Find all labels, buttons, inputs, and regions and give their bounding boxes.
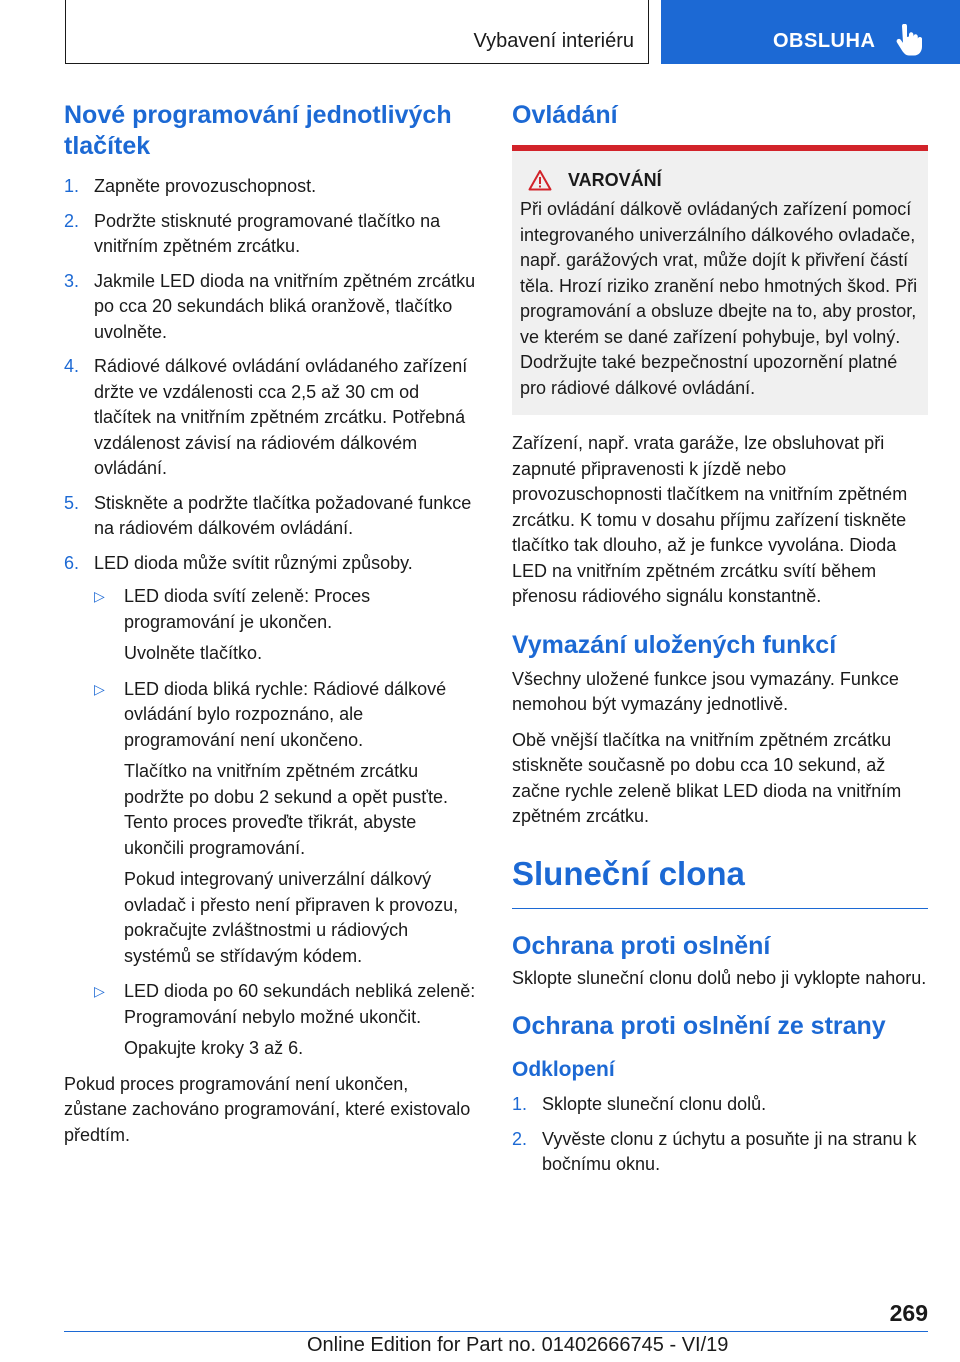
delete-paragraph-2: Obě vnější tlačítka na vnitřním zpětném zrcátku stiskněte současně po dobu cca 10 sekund, až začne rychle zeleně blikat LED dioda na vnitřním zpětném zrcátku. (512, 729, 902, 826)
header-chapter-tab (661, 0, 960, 64)
left-column (64, 100, 476, 1158)
footer-divider (64, 1331, 928, 1332)
triangle-bullet-icon: ▷ (94, 588, 105, 604)
step-number: 1. (64, 176, 80, 196)
sun-visor-steps (512, 1092, 928, 1178)
step-text: Podržte stisknuté programované tlačítko na vnitřním zpětném zrcátku. (94, 210, 441, 256)
subheading-fold-away: Odklopení (512, 1058, 615, 1081)
step-text: Sklopte sluneční clonu dolů. (542, 1094, 767, 1114)
triangle-bullet-icon: ▷ (94, 680, 105, 697)
step-text: Rádiové dálkové ovládání ovládaného zařízení držte ve vzdálenosti cca 2,5 až 30 cm od tlačítek na vnitřním zpětném zrcátku. Potřebná vzdálenost závisí na rádiovém dálkovém ovládání. (94, 356, 468, 478)
step-text: Vyvěste clonu z úchytu a posuňte ji na stranu k bočnímu oknu. (542, 1128, 917, 1174)
triangle-bullet-icon: ▷ (94, 983, 105, 999)
list-item (64, 269, 476, 346)
right-column (512, 100, 928, 1187)
warning-triangle-icon (528, 169, 552, 191)
warning-text: Při ovládání dálkově ovládaných zařízení pomocí integrovaného univerzálního dálkového ovladače, např. garážových vrat, může dojít k přivření částí těla. Hrozí riziko zranění nebo hmotných škod. Při programování a obsluze dbejte na to, aby prostor, ve kterém se dané zařízení pohybuje, byl volný. Dodržujte také bezpečnostní upozornění platné pro rádiové dálkové ovládání. (520, 199, 918, 398)
step-number: 3. (64, 270, 80, 291)
step-text: Jakmile LED dioda na vnitřním zpětném zrcátku po cca 20 sekundách bliká oranžově, tlačítko uvolněte. (94, 270, 476, 342)
delete-paragraph-1: Všechny uložené funkce jsou vymazány. Funkce nemohou být vymazány jednotlivě. (512, 668, 899, 714)
step-number: 6. (64, 552, 80, 573)
step-number: 2. (64, 210, 80, 231)
warning-header (520, 169, 920, 191)
header-section-box (65, 0, 649, 64)
section-heading-side-glare: Ochrana proti oslnění ze strany (512, 1012, 886, 1040)
list-item (64, 174, 476, 200)
closing-paragraph: Pokud proces programování není ukončen, zůstane zachováno programování, které existovalo předtím. (64, 1073, 471, 1145)
operation-paragraph: Zařízení, např. vrata garáže, lze obsluhovat při zapnuté připravenosti k jízdě nebo provozuschopnosti tlačítkem na vnitřním zpětném zrcátku. K tomu v dosahu příjmu zařízení tiskněte tlačítko tak dlouho, až je funkce vyvolána. Dioda LED na vnitřním zpětném zrcátku svítí během přenosu rádiového signálu konstantně. (512, 433, 908, 606)
led-states-list (94, 584, 476, 1062)
step-text: Zapněte provozuschopnost. (94, 176, 317, 196)
list-item (64, 551, 476, 1062)
step-number: 4. (64, 356, 80, 376)
warning-title: VAROVÁNÍ (568, 169, 662, 190)
list-item (64, 354, 476, 482)
section-heading-programming: Nové programování jednotlivých tlačítek (64, 101, 452, 160)
section-heading-glare: Ochrana proti oslnění (512, 931, 771, 960)
step-text: LED dioda může svítit různými způsoby. (94, 552, 413, 573)
step-number: 5. (64, 492, 80, 513)
list-item (512, 1092, 928, 1118)
sub-item-text: LED dioda bliká rychle: Rádiové dálkové ovládání bylo rozpoznáno, ale programování není ukončeno. (124, 678, 447, 750)
list-item (512, 1127, 928, 1178)
sub-item-note: Uvolněte tlačítko. (124, 643, 263, 663)
list-item (94, 584, 476, 667)
section-heading-operation: Ovládání (512, 101, 618, 129)
step-text: Stiskněte a podržte tlačítka požadované funkce na rádiovém dálkovém ovládání. (94, 492, 472, 538)
sub-item-note: Tlačítko na vnitřním zpětném zrcátku podržte po dobu 2 sekund a opět pusťte. Tento proces proveďte třikrát, abyste ukončili programování. (124, 761, 448, 858)
sub-item-note: Opakujte kroky 3 až 6. (124, 1038, 304, 1058)
chapter-title-sun-visor: Sluneční clona (512, 854, 928, 909)
list-item (94, 677, 476, 970)
list-item (64, 209, 476, 260)
sub-item-text: LED dioda svítí zeleně: Proces programování je ukončen. (124, 586, 371, 632)
page-number: 269 (889, 1300, 928, 1326)
header-section-title: Vybavení interiéru (473, 30, 634, 52)
step-number: 2. (512, 1128, 528, 1149)
section-heading-delete: Vymazání uložených funkcí (512, 630, 837, 659)
sub-item-note: Pokud integrovaný univerzální dálkový ovladač i přesto není připraven k provozu, pokračujte zvláštnostmi u rádiových systémů se střídavým kódem. (124, 869, 459, 966)
sub-item-text: LED dioda po 60 sekundách nebliká zeleně: Programování nebylo možné ukončit. (124, 981, 476, 1027)
list-item (64, 491, 476, 542)
step-number: 1. (512, 1094, 528, 1114)
hand-pointer-icon (893, 24, 923, 56)
footer-edition: Online Edition for Part no. 01402666745 - VI/19 (307, 1334, 729, 1356)
warning-box (512, 145, 928, 415)
programming-steps (64, 174, 476, 1062)
list-item (94, 979, 476, 1062)
glare-paragraph: Sklopte sluneční clonu dolů nebo ji vyklopte nahoru. (512, 967, 927, 988)
header-chapter-title: OBSLUHA (773, 30, 876, 52)
